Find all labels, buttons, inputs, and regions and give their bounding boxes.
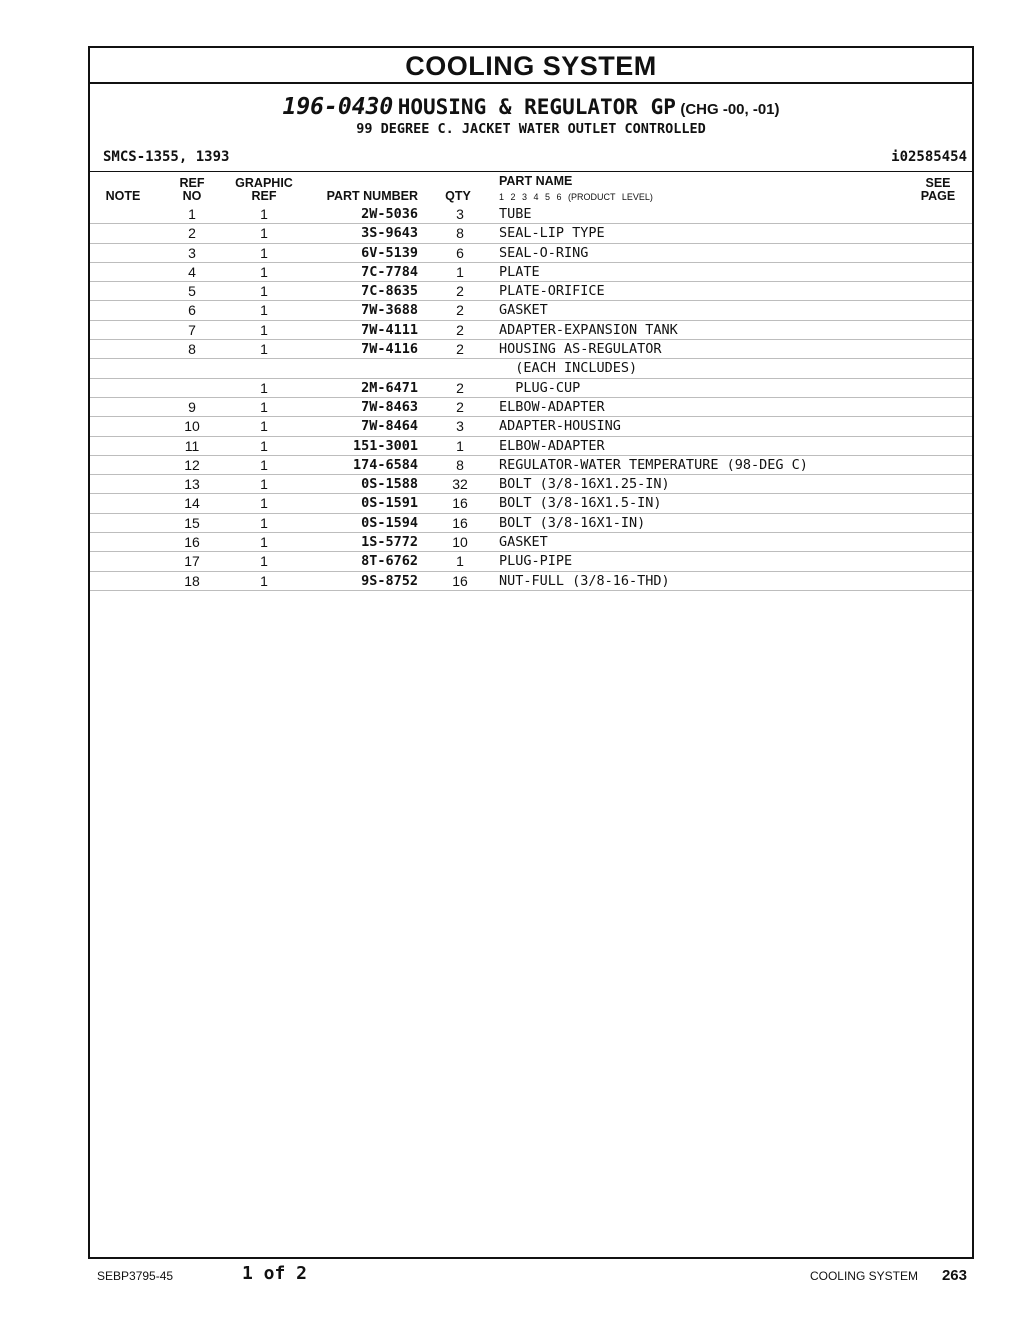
part-name-cell: ADAPTER-HOUSING bbox=[499, 418, 621, 435]
table-row bbox=[90, 552, 972, 571]
part-number-cell: 1S-5772 bbox=[361, 534, 418, 551]
part-name-cell: SEAL-LIP TYPE bbox=[499, 225, 605, 242]
quantity-cell: 2 bbox=[456, 398, 464, 415]
graphic-ref-cell: 1 bbox=[260, 379, 268, 396]
header-graphic-ref-line1: GRAPHIC bbox=[235, 176, 293, 190]
part-name-cell: ELBOW-ADAPTER bbox=[499, 437, 605, 454]
quantity-cell: 8 bbox=[456, 225, 464, 242]
footer-section: COOLING SYSTEM bbox=[809, 1269, 918, 1283]
footer-page-number: 263 bbox=[941, 1267, 967, 1284]
graphic-ref-cell: 1 bbox=[260, 553, 268, 570]
part-name-cell: PLATE-ORIFICE bbox=[499, 283, 605, 300]
quantity-cell: 2 bbox=[456, 379, 464, 396]
ref-number-cell: 10 bbox=[184, 418, 200, 435]
graphic-ref-cell: 1 bbox=[260, 341, 268, 358]
part-name-cell: REGULATOR-WATER TEMPERATURE (98-DEG C) bbox=[499, 456, 808, 473]
header-see-page-line1: SEE bbox=[925, 176, 951, 190]
ref-number-cell: 7 bbox=[188, 321, 196, 338]
ref-number-cell: 18 bbox=[184, 572, 200, 589]
group-number: 196-0430 bbox=[282, 94, 394, 120]
part-name-cell: PLATE bbox=[499, 263, 540, 280]
part-number-cell: 0S-1588 bbox=[361, 476, 418, 493]
quantity-cell: 1 bbox=[456, 437, 464, 454]
table-row bbox=[90, 398, 972, 417]
graphic-ref-cell: 1 bbox=[260, 321, 268, 338]
part-number-cell: 151-3001 bbox=[352, 437, 418, 454]
part-name-cell: PLUG-PIPE bbox=[499, 553, 573, 570]
table-row bbox=[90, 321, 972, 340]
header-ref-no-line2: NO bbox=[182, 189, 202, 203]
part-number-cell: 0S-1591 bbox=[361, 495, 418, 512]
part-name-cell: BOLT (3/8-16X1.5-IN) bbox=[499, 495, 662, 512]
ref-number-cell: 5 bbox=[188, 283, 196, 300]
illustration-id: i02585454 bbox=[891, 149, 967, 165]
part-number-cell: 7W-8464 bbox=[361, 418, 418, 435]
part-name-cell: (EACH INCLUDES) bbox=[499, 360, 638, 377]
quantity-cell: 3 bbox=[456, 206, 464, 222]
parts-table bbox=[90, 205, 972, 591]
ref-number-cell: 14 bbox=[184, 495, 200, 512]
part-name-cell: GASKET bbox=[499, 302, 548, 319]
table-row bbox=[90, 533, 972, 552]
table-row bbox=[90, 244, 972, 263]
part-number-cell: 9S-8752 bbox=[361, 572, 418, 589]
part-number-cell: 6V-5139 bbox=[361, 244, 418, 261]
quantity-cell: 3 bbox=[456, 418, 464, 435]
table-row bbox=[90, 379, 972, 398]
part-name-cell: BOLT (3/8-16X1.25-IN) bbox=[499, 476, 670, 493]
table-row bbox=[90, 494, 972, 513]
graphic-ref-cell: 1 bbox=[260, 263, 268, 280]
graphic-ref-cell: 1 bbox=[260, 225, 268, 242]
table-row bbox=[90, 514, 972, 533]
ref-number-cell: 8 bbox=[188, 341, 196, 358]
part-number-cell: 174-6584 bbox=[352, 456, 418, 473]
graphic-ref-cell: 1 bbox=[260, 206, 268, 222]
part-number-cell: 7W-4111 bbox=[361, 321, 418, 338]
group-change-code: (CHG -00, -01) bbox=[680, 101, 780, 118]
quantity-cell: 32 bbox=[452, 476, 468, 493]
parts-page-frame bbox=[88, 46, 974, 1259]
table-row bbox=[90, 205, 972, 224]
table-row bbox=[90, 359, 972, 378]
graphic-ref-cell: 1 bbox=[260, 495, 268, 512]
ref-number-cell: 6 bbox=[188, 302, 196, 319]
quantity-cell: 16 bbox=[452, 514, 468, 531]
graphic-ref-cell: 1 bbox=[260, 244, 268, 261]
part-number-cell: 7C-8635 bbox=[361, 283, 418, 300]
table-row bbox=[90, 224, 972, 243]
table-row bbox=[90, 475, 972, 494]
header-part-number: PART NUMBER bbox=[326, 189, 418, 203]
part-name-cell: HOUSING AS-REGULATOR bbox=[499, 341, 662, 358]
part-name-cell: PLUG-CUP bbox=[499, 379, 581, 396]
table-row bbox=[90, 572, 972, 591]
ref-number-cell: 15 bbox=[184, 514, 200, 531]
header-qty: QTY bbox=[445, 189, 471, 203]
graphic-ref-cell: 1 bbox=[260, 514, 268, 531]
part-name-cell: ADAPTER-EXPANSION TANK bbox=[499, 321, 678, 338]
graphic-ref-cell: 1 bbox=[260, 456, 268, 473]
part-number-cell: 2M-6471 bbox=[361, 379, 418, 396]
header-graphic-ref-line2: REF bbox=[251, 189, 277, 203]
part-number-cell: 7W-3688 bbox=[361, 302, 418, 319]
quantity-cell: 2 bbox=[456, 302, 464, 319]
graphic-ref-cell: 1 bbox=[260, 476, 268, 493]
part-number-cell: 3S-9643 bbox=[361, 225, 418, 242]
part-number-cell: 7C-7784 bbox=[361, 263, 418, 280]
header-note: NOTE bbox=[105, 189, 141, 203]
graphic-ref-cell: 1 bbox=[260, 534, 268, 551]
header-see-page-line2: PAGE bbox=[920, 189, 956, 203]
table-row bbox=[90, 282, 972, 301]
ref-number-cell: 13 bbox=[184, 476, 200, 493]
quantity-cell: 16 bbox=[452, 572, 468, 589]
table-row bbox=[90, 263, 972, 282]
graphic-ref-cell: 1 bbox=[260, 283, 268, 300]
table-row bbox=[90, 456, 972, 475]
ref-number-cell: 9 bbox=[188, 398, 196, 415]
ref-number-cell: 4 bbox=[188, 263, 196, 280]
quantity-cell: 1 bbox=[456, 263, 464, 280]
ref-number-cell: 16 bbox=[184, 534, 200, 551]
header-product-levels: 1 2 3 4 5 6 (PRODUCT LEVEL) bbox=[499, 192, 653, 202]
header-part-name: PART NAME bbox=[499, 174, 573, 188]
table-row bbox=[90, 437, 972, 456]
footer-document-id: SEBP3795-45 bbox=[97, 1269, 174, 1283]
ref-number-cell: 17 bbox=[184, 553, 200, 570]
part-name-cell: SEAL-O-RING bbox=[499, 244, 589, 261]
part-name-cell: GASKET bbox=[499, 534, 548, 551]
ref-number-cell: 11 bbox=[184, 437, 200, 454]
ref-number-cell: 12 bbox=[184, 456, 200, 473]
table-row bbox=[90, 417, 972, 436]
table-row bbox=[90, 340, 972, 359]
table-row bbox=[90, 301, 972, 320]
quantity-cell: 10 bbox=[452, 534, 468, 551]
quantity-cell: 6 bbox=[456, 244, 464, 261]
ref-number-cell: 1 bbox=[188, 206, 196, 222]
graphic-ref-cell: 1 bbox=[260, 302, 268, 319]
group-name: HOUSING & REGULATOR GP bbox=[397, 95, 676, 119]
quantity-cell: 8 bbox=[456, 456, 464, 473]
ref-number-cell: 3 bbox=[188, 244, 196, 261]
part-number-cell: 0S-1594 bbox=[361, 514, 418, 531]
quantity-cell: 2 bbox=[456, 341, 464, 358]
graphic-ref-cell: 1 bbox=[260, 418, 268, 435]
group-subtitle: 99 DEGREE C. JACKET WATER OUTLET CONTROLLED bbox=[356, 121, 706, 137]
graphic-ref-cell: 1 bbox=[260, 398, 268, 415]
part-name-cell: BOLT (3/8-16X1-IN) bbox=[499, 514, 646, 531]
quantity-cell: 2 bbox=[456, 321, 464, 338]
graphic-ref-cell: 1 bbox=[260, 572, 268, 589]
quantity-cell: 16 bbox=[452, 495, 468, 512]
section-title: COOLING SYSTEM bbox=[90, 48, 972, 84]
part-name-cell: TUBE bbox=[499, 206, 532, 222]
part-number-cell: 7W-4116 bbox=[361, 341, 418, 358]
smcs-codes: SMCS-1355, 1393 bbox=[103, 149, 230, 165]
part-name-cell: NUT-FULL (3/8-16-THD) bbox=[499, 572, 670, 589]
quantity-cell: 1 bbox=[456, 553, 464, 570]
footer-page-of: 1 of 2 bbox=[242, 1263, 308, 1284]
part-number-cell: 2W-5036 bbox=[361, 206, 418, 222]
part-number-cell: 8T-6762 bbox=[361, 553, 418, 570]
part-name-cell: ELBOW-ADAPTER bbox=[499, 398, 605, 415]
part-number-cell: 7W-8463 bbox=[361, 398, 418, 415]
quantity-cell: 2 bbox=[456, 283, 464, 300]
header-ref-no-line1: REF bbox=[179, 176, 205, 190]
header-divider bbox=[90, 171, 972, 172]
ref-number-cell: 2 bbox=[188, 225, 196, 242]
graphic-ref-cell: 1 bbox=[260, 437, 268, 454]
